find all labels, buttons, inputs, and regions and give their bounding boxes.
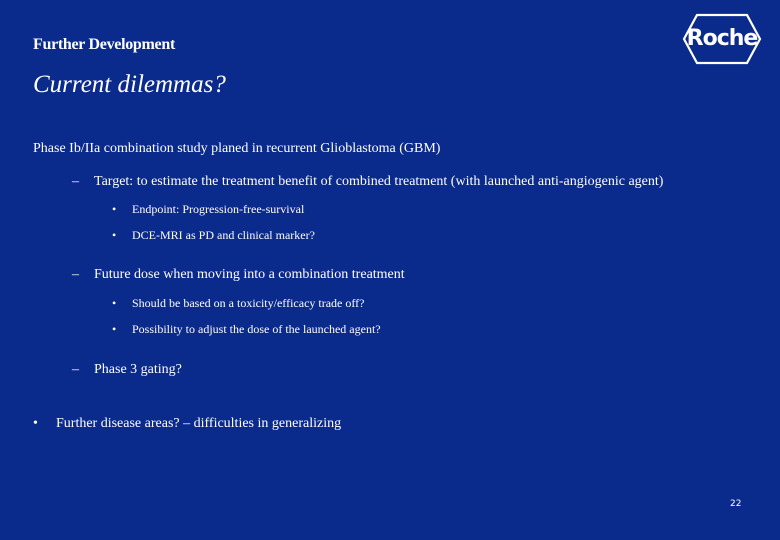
endpoint-text: Endpoint: Progression-free-survival [132,202,305,216]
phase3-text: Phase 3 gating? [94,362,182,377]
target-text: Target: to estimate the treatment benefit of combined treatment (with launched anti-angiogenic agent) [94,174,664,189]
section-title: Further Development [33,36,175,53]
intro-text: Phase Ib/IIa combination study planed in recurrent Glioblastoma (GBM) [33,141,441,156]
slide-title: Current dilemmas? [33,71,226,98]
list-item [112,202,304,217]
bullet-icon: • [112,322,117,336]
list-item [72,267,405,283]
bullet-icon: • [112,202,117,216]
dash-marker: – [72,267,79,282]
adjust-dose-text: Possibility to adjust the dose of the launched agent? [132,322,381,336]
dash-marker: – [72,174,79,189]
toxicity-text: Should be based on a toxicity/efficacy trade off? [132,296,365,310]
list-item [33,416,341,432]
list-item [72,174,663,190]
list-item [112,228,315,243]
list-item [72,362,182,378]
future-dose-text: Future dose when moving into a combination treatment [94,267,405,282]
bullet-icon: • [33,416,38,431]
further-disease-text: Further disease areas? – difficulties in generalizing [56,416,342,431]
list-item [112,322,381,337]
dce-mri-text: DCE-MRI as PD and clinical marker? [132,228,315,242]
page-number: 22 [730,499,742,509]
bullet-icon: • [112,228,117,242]
logo-text: Roche [686,26,758,51]
dash-marker: – [72,362,79,377]
roche-logo [682,12,762,66]
bullet-icon: • [112,296,117,310]
list-item [112,296,364,311]
